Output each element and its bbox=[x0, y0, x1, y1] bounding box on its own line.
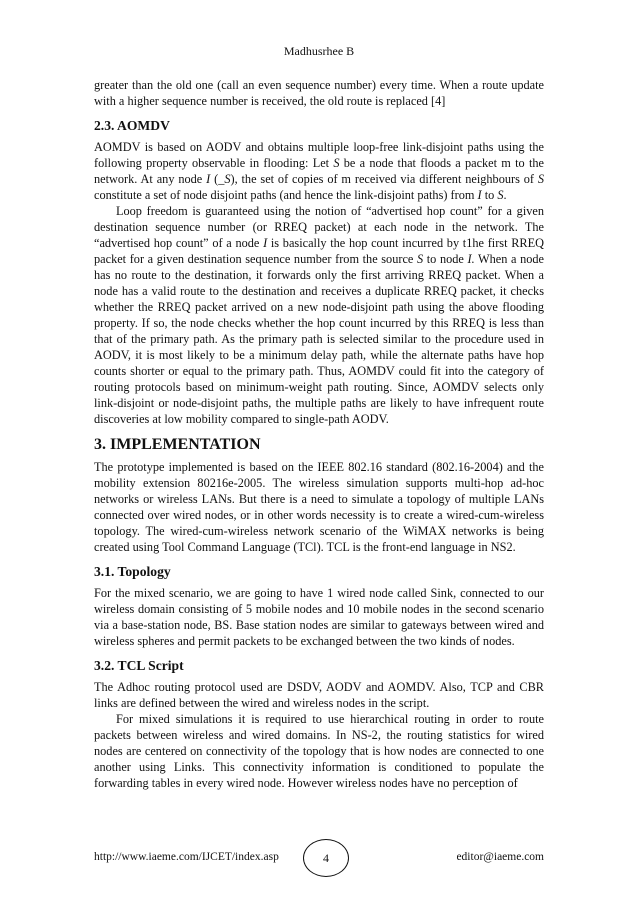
section-heading-aomdv: 2.3. AOMDV bbox=[94, 118, 170, 133]
implementation-paragraph: The prototype implemented is based on the IEEE 802.16 standard (802.16-2004) and the mobility extension 80216e-2005. The wireless simulation supports multi-hop ad-hoc networks or wireless LANs. But there is a need to simulate a topology of multiple LANs connected over wired nodes, or in other words necessity is to create a wired-cum-wireless topology. The wired-cum-wireless network scenario of the WiMAX networks is being created using Tool Command Language (TCl). TCL is the front-end language in NS2. bbox=[94, 460, 544, 554]
tcl-paragraph-2: For mixed simulations it is required to use hierarchical routing in order to route packets between wireless and wired domains. In NS-2, the routing statistics for wired nodes are centered on connectivity of the topology that is how nodes are connected to one another using Links. This connectivity information is conditioned to populate the forwarding tables in every wired node. However wireless nodes have no perception of bbox=[94, 712, 544, 790]
page-number: 4 bbox=[303, 839, 349, 877]
section-heading-tcl-script: 3.2. TCL Script bbox=[94, 658, 184, 673]
aomdv-paragraph-1: AOMDV is based on AODV and obtains multiple loop-free link-disjoint paths using the following property observable in flooding: Let S be a node that floods a packet m to the network. At any node I (_S), the set of copies of m received via different neighbours of S constitute a set of node disjoint paths (and hence the link-disjoint paths) from I to S. bbox=[94, 140, 544, 202]
tcl-paragraph-1: The Adhoc routing protocol used are DSDV, AODV and AOMDV. Also, TCP and CBR links are defined between the wired and wireless nodes in the script. bbox=[94, 680, 544, 710]
journal-url-link[interactable]: http://www.iaeme.com/IJCET/index.asp bbox=[94, 851, 279, 863]
editor-email-link[interactable]: editor@iaeme.com bbox=[456, 851, 544, 863]
running-header: Madhusrhee B bbox=[283, 44, 355, 58]
section-heading-implementation: 3. IMPLEMENTATION bbox=[94, 436, 261, 453]
section-heading-topology: 3.1. Topology bbox=[94, 564, 171, 579]
topology-paragraph: For the mixed scenario, we are going to have 1 wired node called Sink, connected to our wireless domain consisting of 5 mobile nodes and 10 mobile nodes in the second scenario via a base-station node, BS. Base station nodes are similar to gateways between wired and wireless spheres and permit packets to be exchanged between the two kinds of nodes. bbox=[94, 586, 544, 648]
intro-paragraph: greater than the old one (call an even sequence number) every time. When a route update with a higher sequence number is received, the old route is replaced [4] bbox=[94, 78, 544, 108]
page-footer bbox=[94, 839, 544, 877]
main-content bbox=[94, 77, 544, 791]
aomdv-paragraph-2: Loop freedom is guaranteed using the notion of “advertised hop count” for a given destination sequence number (or RREQ packet) at each node in the network. The “advertised hop count” of a node I is basically the hop count incurred by t1he first RREQ packet for a given destination sequence number from the source S to node I. When a node has no route to the destination, it forwards only the first arriving RREQ packet. When a node has a valid route to the destination and receives a duplicate RREQ packet, it checks whether the RREQ packet arrived on a new node-disjoint path using the above flooding property. If so, the node checks whether the hop count incurred by this RREQ is less than that of the primary path. As the primary path is selected similar to the procedure used in AODV, it is most likely to be a minimum delay path, while the alternate paths have hop counts shorter or equal to the primary path. Thus, AOMDV could fit into the category of routing protocols based on minimum-weight path routing. Since, AOMDV selects only link-disjoint or node-disjoint paths, the multiple paths are likely to have infrequent route discoveries at low mobility compared to single-path AODV. bbox=[94, 204, 545, 426]
